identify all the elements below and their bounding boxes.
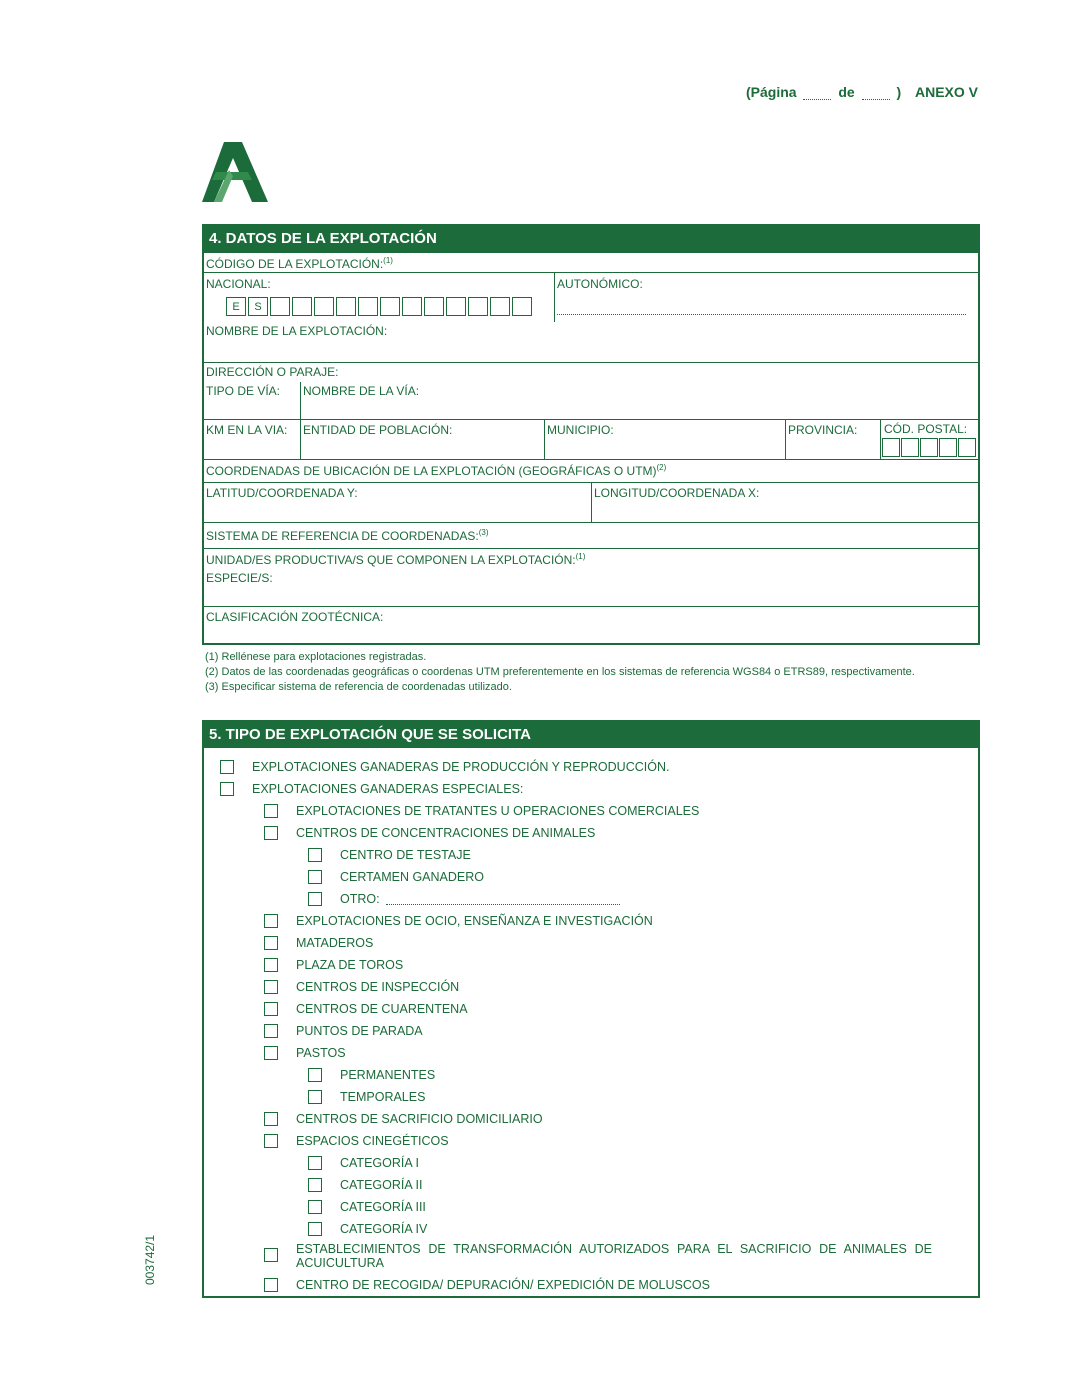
code-digit-box[interactable] xyxy=(424,297,444,316)
code-digit-box[interactable] xyxy=(314,297,334,316)
option-centros-inspeccion[interactable]: CENTROS DE INSPECCIÓN xyxy=(264,980,459,994)
option-puntos-parada[interactable]: PUNTOS DE PARADA xyxy=(264,1024,423,1038)
coordenadas-row xyxy=(204,459,978,482)
code-digit-box[interactable] xyxy=(402,297,422,316)
option-ocio-ensenanza[interactable]: EXPLOTACIONES DE OCIO, ENSEÑANZA E INVESTIGACIÓN xyxy=(264,914,653,928)
footnote: (3) Especificar sistema de referencia de coordenadas utilizado. xyxy=(205,681,512,693)
sistema-referencia-label: SISTEMA DE REFERENCIA DE COORDENADAS:$^{(3)}$ xyxy=(206,528,489,543)
entidad-poblacion-label: ENTIDAD DE POBLACIÓN: xyxy=(303,423,453,437)
checkbox[interactable] xyxy=(264,1002,278,1016)
cp-digit-box[interactable] xyxy=(882,438,900,457)
km-label: KM EN LA VIA: xyxy=(206,423,288,437)
checkbox[interactable] xyxy=(264,936,278,950)
nacional-row xyxy=(204,272,978,322)
anexo-label: ANEXO V xyxy=(915,84,979,100)
latitud-label: LATITUD/COORDENADA Y: xyxy=(206,486,358,500)
coordenadas-label: COORDENADAS DE UBICACIÓN DE LA EXPLOTACIÓN (GEOGRÁFICAS O UTM)$^{(2)}$ xyxy=(206,463,667,478)
cp-digit-box[interactable] xyxy=(958,438,976,457)
divider xyxy=(880,420,881,459)
page-number-field[interactable] xyxy=(803,85,831,100)
checkbox[interactable] xyxy=(308,1156,322,1170)
codigo-label: CÓDIGO DE LA EXPLOTACIÓN:$^{(1)}$ xyxy=(206,256,393,271)
checkbox[interactable] xyxy=(264,958,278,972)
code-digit-box[interactable] xyxy=(358,297,378,316)
direccion-row xyxy=(204,362,978,419)
direccion-label: DIRECCIÓN O PARAJE: xyxy=(206,365,339,379)
localidad-row xyxy=(204,419,978,459)
cp-digit-box[interactable] xyxy=(939,438,957,457)
unidades-row[interactable] xyxy=(204,548,978,606)
pagina-label: (Página xyxy=(746,84,797,100)
checkbox[interactable] xyxy=(308,1068,322,1082)
checkbox[interactable] xyxy=(264,980,278,994)
option-certamen-ganadero[interactable]: CERTAMEN GANADERO xyxy=(308,870,484,884)
junta-andalucia-logo xyxy=(202,142,268,202)
divider xyxy=(591,483,592,522)
code-digit-box[interactable] xyxy=(380,297,400,316)
cp-digit-box[interactable] xyxy=(920,438,938,457)
footnote: (1) Rellénese para explotaciones registradas. xyxy=(205,651,427,663)
option-permanentes[interactable]: PERMANENTES xyxy=(308,1068,435,1082)
divider xyxy=(300,382,301,419)
option-tratantes[interactable]: EXPLOTACIONES DE TRATANTES U OPERACIONES COMERCIALES xyxy=(264,804,699,818)
provincia-label: PROVINCIA: xyxy=(788,423,858,437)
footnotes xyxy=(205,650,915,695)
option-sacrificio-domiciliario[interactable]: CENTROS DE SACRIFICIO DOMICILIARIO xyxy=(264,1112,543,1126)
otro-field[interactable] xyxy=(386,892,620,905)
divider xyxy=(554,273,555,322)
footnote: (2) Datos de las coordenadas geográficas o coordenas UTM preferentemente en los sistemas de referencia WGS84 o ETRS89, respectivamente. xyxy=(205,666,915,678)
checkbox[interactable] xyxy=(264,1024,278,1038)
section-4-title: 4. DATOS DE LA EXPLOTACIÓN xyxy=(204,226,978,252)
page-total-field[interactable] xyxy=(862,85,890,100)
close-paren: ) xyxy=(896,84,902,100)
cp-digit-box[interactable] xyxy=(901,438,919,457)
de-label: de xyxy=(838,84,855,100)
code-digit-box[interactable] xyxy=(292,297,312,316)
option-categoria-i[interactable]: CATEGORÍA I xyxy=(308,1156,419,1170)
code-digit-box[interactable] xyxy=(512,297,532,316)
option-categoria-iv[interactable]: CATEGORÍA IV xyxy=(308,1222,427,1236)
codigo-postal-label: CÓD. POSTAL: xyxy=(884,422,968,436)
divider xyxy=(544,420,545,459)
checkbox[interactable] xyxy=(308,1178,322,1192)
clasificacion-zootecnica-label: CLASIFICACIÓN ZOOTÉCNICA: xyxy=(206,610,384,624)
code-digit-box[interactable] xyxy=(336,297,356,316)
checkbox[interactable] xyxy=(308,870,322,884)
checkbox[interactable] xyxy=(264,1046,278,1060)
option-centros-concentraciones[interactable]: CENTROS DE CONCENTRACIONES DE ANIMALES xyxy=(264,826,595,840)
nombre-row[interactable] xyxy=(204,322,978,362)
sistema-row[interactable] xyxy=(204,522,978,548)
tipo-via-label: TIPO DE VÍA: xyxy=(206,384,281,398)
section-datos-explotacion xyxy=(202,224,980,645)
code-box-e: E xyxy=(226,297,246,316)
checkbox[interactable] xyxy=(264,914,278,928)
lat-long-row xyxy=(204,482,978,522)
option-ganaderas-especiales[interactable]: EXPLOTACIONES GANADERAS ESPECIALES: xyxy=(220,782,523,796)
option-moluscos[interactable]: CENTRO DE RECOGIDA/ DEPURACIÓN/ EXPEDICIÓN DE MOLUSCOS xyxy=(264,1278,710,1292)
code-digit-box[interactable] xyxy=(490,297,510,316)
municipio-label: MUNICIPIO: xyxy=(547,423,614,437)
nombre-explotacion-label: NOMBRE DE LA EXPLOTACIÓN: xyxy=(206,324,388,338)
option-categoria-iii[interactable]: CATEGORÍA III xyxy=(308,1200,426,1214)
nacional-label: NACIONAL: xyxy=(206,277,271,291)
option-centros-cuarentena[interactable]: CENTROS DE CUARENTENA xyxy=(264,1002,468,1016)
option-mataderos[interactable]: MATADEROS xyxy=(264,936,373,950)
checkbox[interactable] xyxy=(308,848,322,862)
checkbox[interactable] xyxy=(308,1090,322,1104)
unidades-productivas-label: UNIDAD/ES PRODUCTIVA/S QUE COMPONEN LA EXPLOTACIÓN:$^{(1)}$ xyxy=(206,552,586,567)
option-plaza-toros[interactable]: PLAZA DE TOROS xyxy=(264,958,403,972)
code-digit-box[interactable] xyxy=(270,297,290,316)
codigo-postal-boxes xyxy=(882,438,977,457)
checkbox[interactable] xyxy=(264,804,278,818)
section-5-title: 5. TIPO DE EXPLOTACIÓN QUE SE SOLICITA xyxy=(204,722,978,748)
page-number-header xyxy=(746,84,901,100)
option-pastos[interactable]: PASTOS xyxy=(264,1046,346,1060)
code-digit-box[interactable] xyxy=(468,297,488,316)
codigo-row xyxy=(204,252,978,272)
checkbox[interactable] xyxy=(220,782,234,796)
option-otro[interactable]: OTRO: xyxy=(308,892,620,906)
divider xyxy=(785,420,786,459)
checkbox[interactable] xyxy=(264,826,278,840)
option-produccion-reproduccion[interactable]: EXPLOTACIONES GANADERAS DE PRODUCCIÓN Y REPRODUCCIÓN. xyxy=(220,760,669,774)
option-acuicultura[interactable]: ESTABLECIMIENTOS DE TRANSFORMACIÓN AUTORIZADOS PARA EL SACRIFICIO DE ANIMALES DE ACUICULTURA xyxy=(264,1242,932,1270)
option-categoria-ii[interactable]: CATEGORÍA II xyxy=(308,1178,422,1192)
option-espacios-cinegeticos[interactable]: ESPACIOS CINEGÉTICOS xyxy=(264,1134,449,1148)
option-centro-testaje[interactable]: CENTRO DE TESTAJE xyxy=(308,848,471,862)
longitud-label: LONGITUD/COORDENADA X: xyxy=(594,486,760,500)
clasificacion-row[interactable] xyxy=(204,606,978,644)
checkbox[interactable] xyxy=(308,1200,322,1214)
checkbox[interactable] xyxy=(264,1112,278,1126)
checkbox[interactable] xyxy=(264,1278,278,1292)
checkbox[interactable] xyxy=(308,1222,322,1236)
checkbox[interactable] xyxy=(308,892,322,906)
especies-label: ESPECIE/S: xyxy=(206,571,273,585)
checkbox[interactable] xyxy=(264,1134,278,1148)
form-serial-number: 003742/1 xyxy=(143,1234,157,1285)
code-digit-box[interactable] xyxy=(446,297,466,316)
option-temporales[interactable]: TEMPORALES xyxy=(308,1090,425,1104)
nombre-via-label: NOMBRE DE LA VÍA: xyxy=(303,384,420,398)
checkbox[interactable] xyxy=(264,1248,278,1262)
divider xyxy=(300,420,301,459)
autonomico-field[interactable] xyxy=(557,314,966,315)
autonomico-label: AUTONÓMICO: xyxy=(557,277,643,291)
code-box-s: S xyxy=(248,297,268,316)
codigo-nacional-boxes xyxy=(226,297,534,316)
checkbox[interactable] xyxy=(220,760,234,774)
